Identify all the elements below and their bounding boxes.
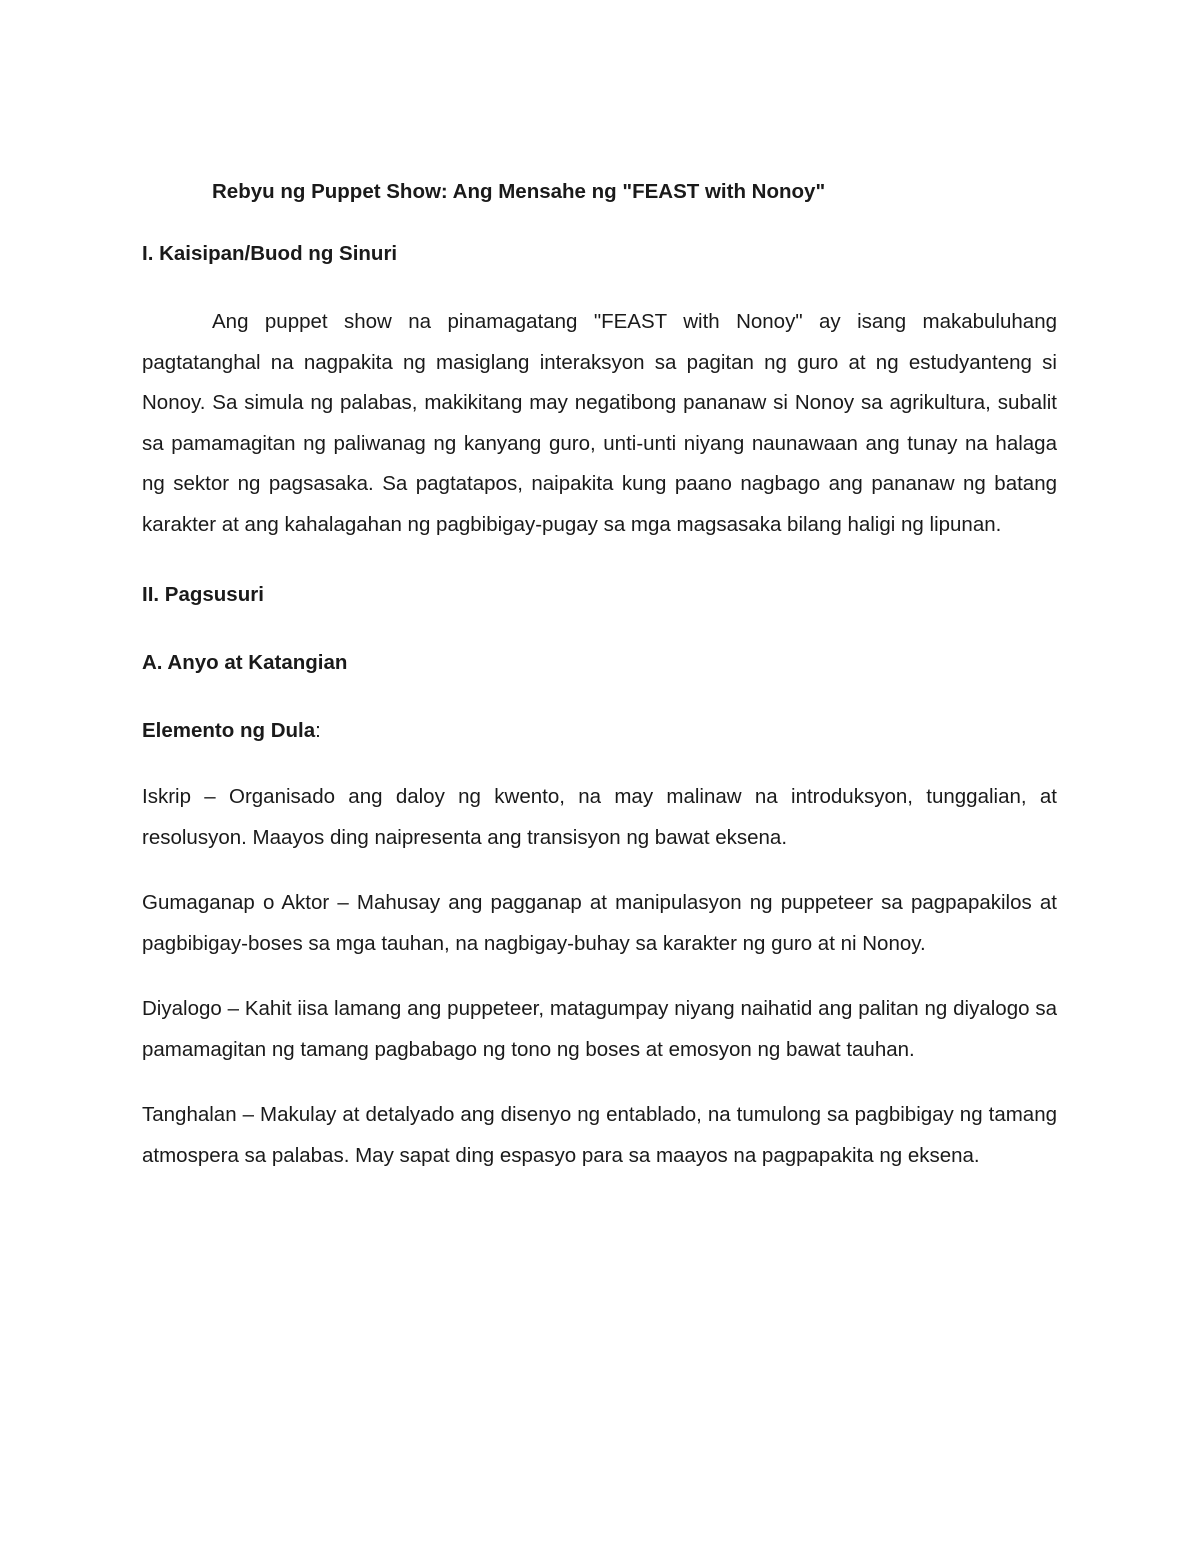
elements-heading [142, 711, 1057, 751]
document-title: Rebyu ng Puppet Show: Ang Mensahe ng "FEAST with Nonoy" [212, 180, 826, 203]
document-body [142, 168, 1057, 1176]
element-item-tanghalan: Tanghalan – Makulay at detalyado ang disenyo ng entablado, na tumulong sa pagbibigay ng tamang atmospera sa palabas. May sapat ding espasyo para sa maayos na pagpapakita ng eksena. [142, 1103, 1057, 1167]
section-heading-kaisipan: I. Kaisipan/Buod ng Sinuri [142, 242, 398, 265]
section-heading-pagsusuri: II. Pagsusuri [142, 583, 264, 606]
element-item-diyalogo: Diyalogo – Kahit iisa lamang ang puppeteer, matagumpay niyang naihatid ang palitan ng diyalogo sa pamamagitan ng tamang pagbabago ng tono ng boses at emosyon ng bawat tauhan. [142, 997, 1057, 1061]
summary-paragraph: Ang puppet show na pinamagatang "FEAST with Nonoy" ay isang makabuluhang pagtatanghal na nagpakita ng masiglang interaksyon sa pagitan ng guro at ng estudyanteng si Nonoy. Sa simula ng palabas, makikitang may negatibong pananaw si Nonoy sa agrikultura, subalit sa pamamagitan ng paliwanag ng kanyang guro, unti-unti niyang naunawaan ang tunay na halaga ng sektor ng pagsasaka. Sa pagtatapos, naipakita kung paano nagbago ang pananaw ng batang karakter at ang kahalagahan ng pagbibigay-pugay sa mga magsasaka bilang haligi ng lipunan. [142, 310, 1057, 536]
elements-heading-label: Elemento ng Dula [142, 719, 316, 742]
element-item-gumaganap: Gumaganap o Aktor – Mahusay ang pagganap at manipulasyon ng puppeteer sa pagpapakilos at pagbibigay-boses sa mga tauhan, na nagbigay-buhay sa karakter ng guro at ni Nonoy. [142, 891, 1057, 955]
subheading-anyo-katangian: A. Anyo at Katangian [142, 651, 348, 674]
element-item-iskrip: Iskrip – Organisado ang daloy ng kwento, na may malinaw na introduksyon, tunggalian, at resolusyon. Maayos ding naipresenta ang transisyon ng bawat eksena. [142, 785, 1057, 849]
elements-heading-colon: : [315, 719, 321, 742]
